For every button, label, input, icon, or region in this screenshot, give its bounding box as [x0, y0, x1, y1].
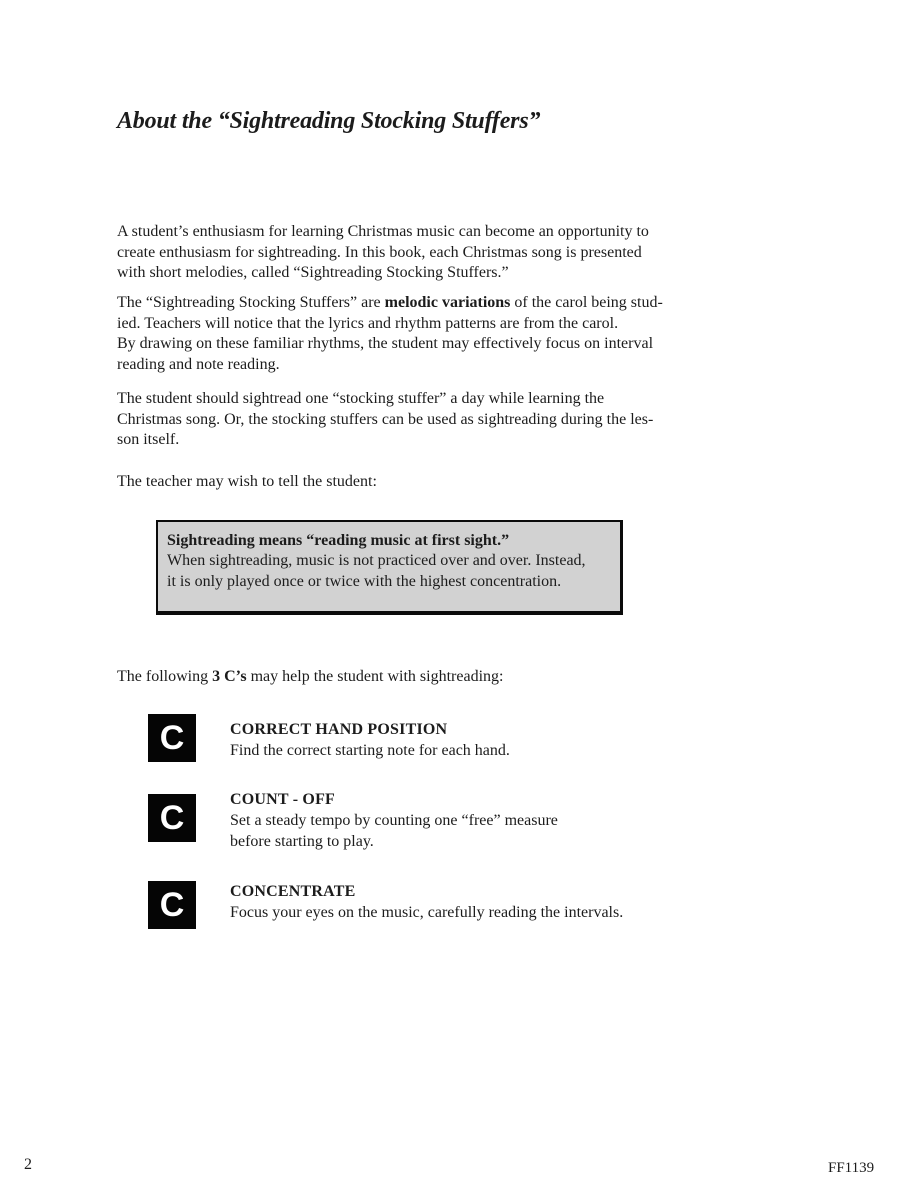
- catalog-number: FF1139: [828, 1160, 875, 1176]
- page-title: About the “Sightreading Stocking Stuffers”: [117, 108, 541, 134]
- text-segment: Christmas song. Or, the stocking stuffers can be used as sightreading during the les-: [117, 410, 654, 428]
- bold-text-segment: 3 C’s: [212, 668, 247, 685]
- c-item-title: COUNT - OFF: [230, 791, 336, 808]
- paragraph: [117, 293, 663, 376]
- text-line: [117, 243, 649, 264]
- bold-text-segment: melodic variations: [384, 294, 511, 311]
- paragraph: [117, 222, 649, 284]
- text-line: [117, 410, 653, 431]
- c-item-line: Focus your eyes on the music, carefully reading the intervals.: [230, 904, 624, 921]
- c-badge-letter: C: [159, 886, 185, 924]
- paragraph: [117, 472, 377, 493]
- text-segment: son itself.: [117, 431, 180, 449]
- text-line: [117, 334, 663, 355]
- text-line: [117, 293, 663, 314]
- text-segment: By drawing on these familiar rhythms, the student may effectively focus on interval: [117, 335, 654, 353]
- c-item-title: CORRECT HAND POSITION: [230, 721, 448, 738]
- c-item-text: [230, 789, 558, 852]
- text-segment: ied. Teachers will notice that the lyrics and rhythm patterns are from the carol.: [117, 314, 619, 332]
- text-line: [117, 472, 377, 493]
- c-item: [148, 714, 510, 762]
- text-segment: reading and note reading.: [117, 356, 280, 374]
- sightreading-note-box: [156, 520, 623, 615]
- note-box-line: it is only played once or twice with the highest concentration.: [167, 573, 562, 590]
- c-badge: [148, 881, 196, 929]
- text-segment: The “Sightreading Stocking Stuffers” are: [117, 294, 385, 311]
- c-badge-letter: C: [159, 799, 185, 837]
- c-item-title: CONCENTRATE: [230, 883, 356, 900]
- c-item-text: [230, 719, 510, 762]
- c-badge-letter: C: [159, 719, 185, 757]
- text-segment: of the carol being stud-: [510, 294, 663, 311]
- c-item-text: [230, 881, 623, 929]
- text-line: [117, 222, 649, 243]
- text-segment: create enthusiasm for sightreading. In this book, each Christmas song is presented: [117, 243, 642, 261]
- c-badge: [148, 794, 196, 842]
- c-item-line: Set a steady tempo by counting one “free” measure: [230, 812, 558, 829]
- c-item-line: Find the correct starting note for each hand.: [230, 742, 510, 759]
- note-box-heading: Sightreading means “reading music at first sight.”: [167, 532, 510, 549]
- text-line: [117, 430, 653, 451]
- text-segment: A student’s enthusiasm for learning Christmas music can become an opportunity to: [117, 223, 649, 240]
- paragraph: [117, 389, 653, 451]
- c-badge: [148, 714, 196, 762]
- text-segment: The teacher may wish to tell the student:: [117, 473, 377, 490]
- three-cs-intro-line: [117, 668, 503, 686]
- text-line: [117, 355, 663, 376]
- text-segment: may help the student with sightreading:: [246, 668, 504, 685]
- text-segment: The following: [117, 668, 213, 685]
- text-segment: The student should sightread one “stocking stuffer” a day while learning the: [117, 390, 605, 407]
- c-item-line: before starting to play.: [230, 833, 374, 850]
- c-item: [148, 878, 623, 929]
- page-number: 2: [24, 1156, 32, 1173]
- text-line: [117, 389, 653, 410]
- c-item: [148, 789, 558, 852]
- note-box-line: When sightreading, music is not practiced over and over. Instead,: [167, 552, 586, 569]
- text-line: [117, 314, 663, 335]
- text-segment: with short melodies, called “Sightreading Stocking Stuffers.”: [117, 264, 509, 282]
- text-line: [117, 263, 649, 284]
